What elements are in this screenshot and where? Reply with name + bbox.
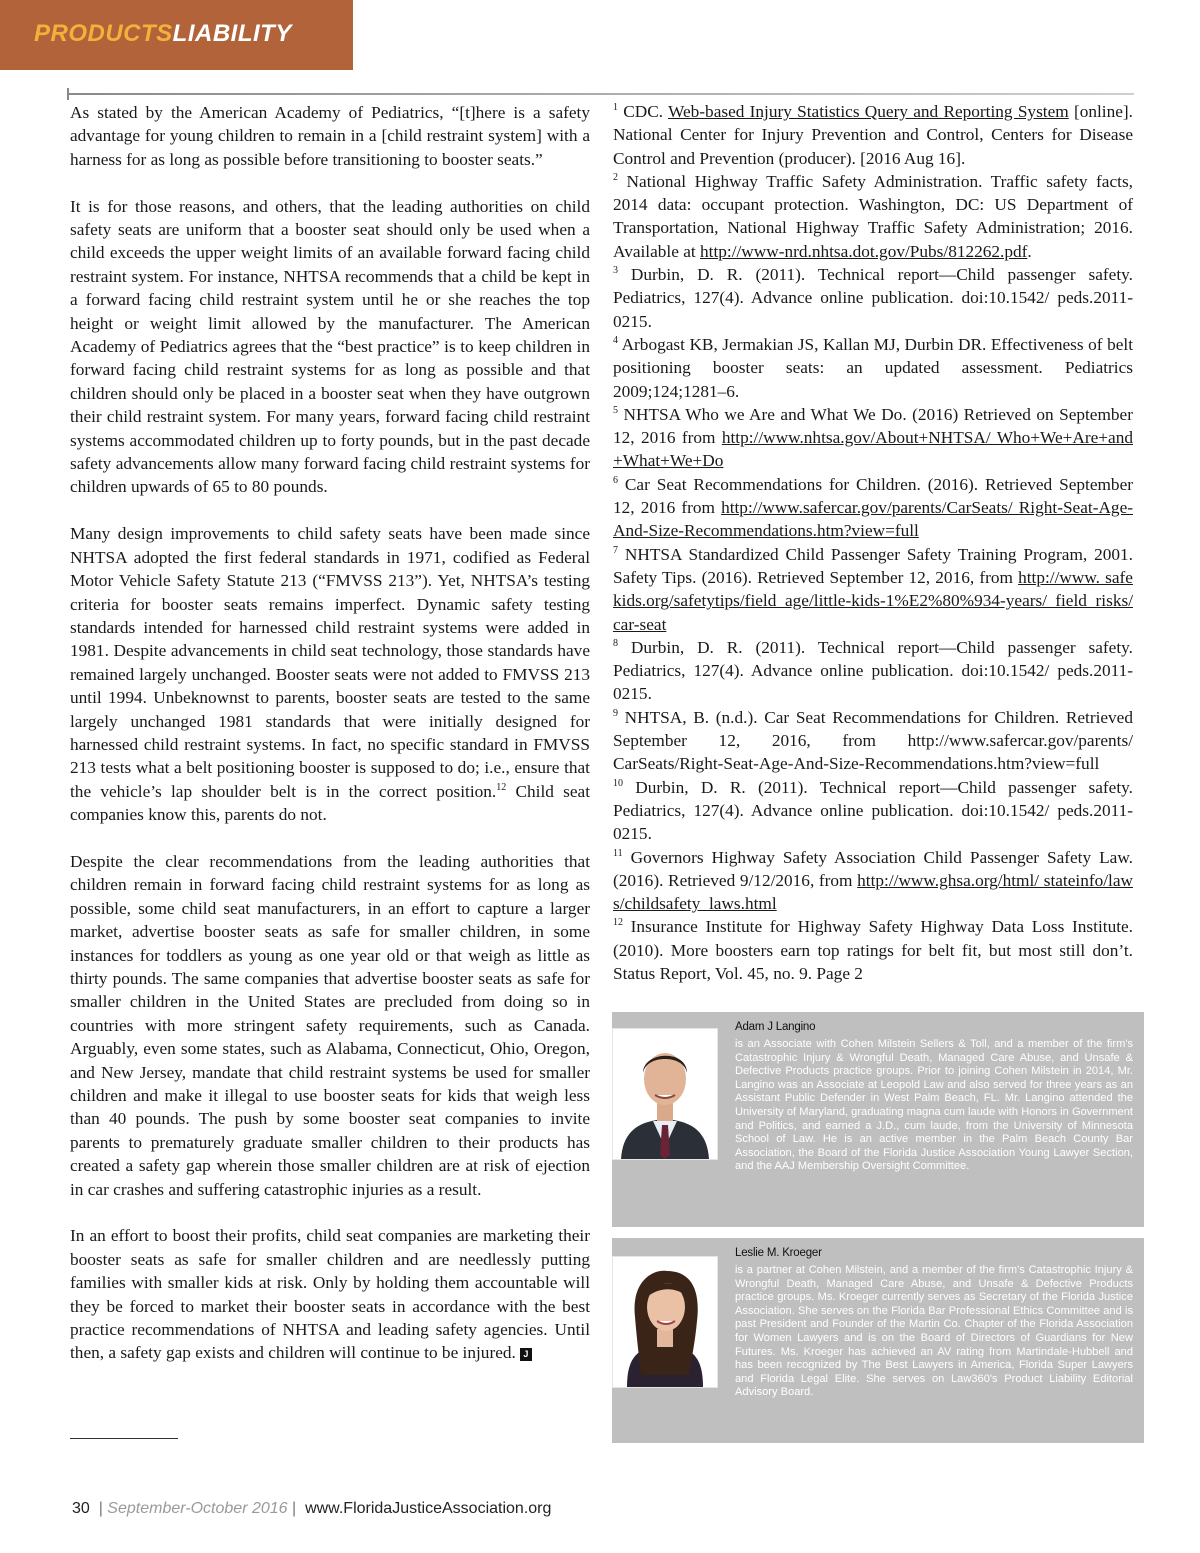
author-bio-kroeger bbox=[612, 1238, 1144, 1443]
footnote-text-end: . bbox=[1027, 241, 1032, 261]
footnote-text: Insurance Institute for Highway Safety Highway Data Loss Institute. (2010). More boosters earn top ratings for belt fit, but most still don’t. Status Report, Vol. 45, no. 9. Page 2 bbox=[613, 917, 1133, 983]
footnote-number: 5 bbox=[613, 405, 618, 417]
end-of-article-mark: J bbox=[520, 1348, 532, 1361]
footnote-number: 10 bbox=[613, 777, 623, 789]
footnote-5 bbox=[613, 403, 1133, 473]
footnote-number: 8 bbox=[613, 638, 618, 650]
footnote-text: Durbin, D. R. (2011). Technical report—Child passenger safety. Pediatrics, 127(4). Advance online publication. doi:10.1542/ peds.2011-0215. bbox=[613, 265, 1133, 331]
footnote-text: Governors Highway Safety Association Child Passenger Safety Law. (2016). Retrieved 9/12/2016, from bbox=[613, 847, 1133, 890]
footer-separator-1: | bbox=[98, 1500, 103, 1517]
footnote-text: NHTSA Standardized Child Passenger Safety Training Program, 2001. Safety Tips. (2016). Retrieved September 12, 2016, from bbox=[613, 544, 1133, 587]
footnote-1 bbox=[613, 100, 1133, 170]
article-paragraph-5-text: In an effort to boost their profits, child seat companies are marketing their booster seats as safe for smaller children and are needlessly putting families with smaller kids at risk. Only by holding them accountable will they be forced to market their booster seats in accordance with the best practice recommendations of NHTSA and leading safety agencies. Until then, a safety gap exists and children will continue to be injured. bbox=[70, 1226, 590, 1363]
footnote-11 bbox=[613, 846, 1133, 916]
footnote-7 bbox=[613, 543, 1133, 636]
article-paragraph-2: It is for those reasons, and others, that the leading authorities on child safety seats are uniform that a booster seat should only be used when a child exceeds the upper weight limits of an available forward facing child restraint system. For instance, NHTSA recommends that a child be kept in a forward facing child restraint system until he or she reaches the top height or weight limit allowed by the manufacturer. The American Academy of Pediatrics agrees that the “best practice” is to keep children in forward facing child restraint systems for as long as possible and that children should only be placed in a booster seat when they have outgrown their child restraint system. For many years, forward facing child restraint systems accommodated children up to forty pounds, but in the past decade safety advancements allow many forward facing child restraint systems for children upwards of 65 to 80 pounds. bbox=[70, 196, 590, 497]
footnote-text: National Highway Traffic Safety Administration. Traffic safety facts, 2014 data: occupant protection. Washington, DC: US Department of Transportation, National Highway Traffic Safety Administration; 2016. Available at bbox=[613, 171, 1133, 261]
footnotes-list bbox=[613, 100, 1133, 985]
author-photo-langino bbox=[612, 1028, 718, 1160]
footnote-divider bbox=[70, 1438, 178, 1439]
page-number: 30 bbox=[72, 1500, 90, 1517]
footer-separator-2: | bbox=[292, 1500, 297, 1517]
footnote-12 bbox=[613, 915, 1133, 985]
footnote-number: 4 bbox=[613, 335, 618, 347]
footnote-number: 11 bbox=[613, 847, 623, 859]
section-title-products: PRODUCTS bbox=[34, 20, 173, 47]
footnote-number: 2 bbox=[613, 172, 618, 184]
article-paragraph-1: As stated by the American Academy of Pediatrics, “[t]here is a safety advantage for young children to remain in a [child restraint system] with a harness for as long as possible before transitioning to booster seats.” bbox=[70, 103, 590, 169]
footnote-2 bbox=[613, 170, 1133, 263]
top-divider bbox=[68, 93, 1134, 95]
issue-date: September-October 2016 bbox=[107, 1500, 288, 1517]
footnote-text: Arbogast KB, Jermakian JS, Kallan MJ, Durbin DR. Effectiveness of belt positioning booster seats: an updated assessment. Pediatrics 2009;124;1281–6. bbox=[613, 334, 1133, 401]
footnote-9 bbox=[613, 706, 1133, 776]
author-bio-text-langino: is an Associate with Cohen Milstein Sellers & Toll, and a member of the firm's Catastrophic Injury & Wrongful Death, Managed Care Abuse, and Unsafe & Defective Products practice groups. Prior to joining Cohen Milstein in 2014, Mr. Langino was an Associate at Leopold Law and also served for three years as an Assistant Public Defender in West Palm Beach, FL. Mr. Langino attended the University of Maryland, graduating magna cum laude with Honors in Government and Politics, and earned a J.D., cum laude, from the University of Minnesota School of Law. He is an active member in the Palm Beach County Bar Association, the Board of the Florida Justice Association Young Lawyer Section, and the AAJ Membership Oversight Committee. bbox=[735, 1038, 1133, 1173]
footnote-link[interactable]: http://www.nhtsa.gov/About+NHTSA/ Who+We+Are+and+What+We+Do bbox=[613, 428, 1133, 471]
article-paragraph-3-text: Many design improvements to child safety seats have been made since NHTSA adopted the first federal standards in 1971, codified as Federal Motor Vehicle Safety Statute 213 (“FMVSS 213”). Yet, NHTSA’s testing criteria for booster seats remains imperfect. Dynamic safety testing standards intended for harnessed child restraint systems were added in 1981. Despite advancements in child seat technology, those standards have remained largely unchanged. Booster seats were not added to FMVSS 213 until 1994. Unbeknownst to parents, booster seats are tested to the same largely unchanged 1981 standards that were initially designed for harnessed child restraint systems. In fact, no specific standard in FMVSS 213 tests what a belt positioning booster is supposed to do; i.e., ensure that the vehicle’s lap shoulder belt is in the correct position. bbox=[70, 524, 590, 801]
author-bio-text-kroeger: is a partner at Cohen Milstein, and a member of the firm's Catastrophic Injury & Wrongful Death, Managed Care Abuse, and Unsafe & Defective Products practice groups. Ms. Kroeger currently serves as Secretary of the Florida Justice Association. She serves on the Florida Bar Professional Ethics Committee and is past President and Founder of the Martin Co. Chapter of the Florida Association for Women Lawyers and is on the Board of Directors of Guardians for New Futures. Ms. Kroeger has achieved an AV rating from Martindale-Hubbell and has been recognized by The Best Lawyers in America, Florida Super Lawyers and Florida Legal Elite. She serves on Law360's Product Liability Editorial Advisory Board. bbox=[735, 1264, 1133, 1399]
footnote-10 bbox=[613, 776, 1133, 846]
footnote-text: CDC. bbox=[618, 102, 669, 121]
footnote-6 bbox=[613, 473, 1133, 543]
footnote-link[interactable]: Web-based Injury Statistics Query and Reporting System bbox=[668, 102, 1069, 121]
section-title bbox=[34, 20, 292, 48]
footnote-number: 3 bbox=[613, 265, 618, 277]
footnote-4 bbox=[613, 333, 1133, 403]
footnote-number: 7 bbox=[613, 544, 618, 556]
footnote-text: NHTSA Who we Are and What We Do. (2016) Retrieved on September 12, 2016 from bbox=[613, 404, 1133, 448]
footnote-text: Car Seat Recommendations for Children. (2016). Retrieved September 12, 2016 from bbox=[613, 474, 1133, 518]
footnote-link[interactable]: http://www.safercar.gov/parents/CarSeats/ Right-Seat-Age-And-Size-Recommendations.htm?view=full bbox=[613, 498, 1133, 541]
footnote-text: NHTSA, B. (n.d.). Car Seat Recommendations for Children. Retrieved September 12, 2016, from http://www.safercar.gov/parents/ CarSeats/Right-Seat-Age-And-Size-Recommendations.htm?view=full bbox=[613, 707, 1133, 774]
footnote-number: 1 bbox=[613, 102, 618, 114]
article-paragraph-3-tail: Child seat companies know this, parents do not. bbox=[70, 781, 590, 825]
author-name-kroeger: Leslie M. Kroeger bbox=[735, 1247, 822, 1259]
author-photo-kroeger bbox=[612, 1256, 718, 1388]
footnote-text: Durbin, D. R. (2011). Technical report—Child passenger safety. Pediatrics, 127(4). Advance online publication. doi:10.1542/ peds.2011-0215. bbox=[613, 637, 1133, 704]
footnote-3 bbox=[613, 263, 1133, 333]
author-bio-langino bbox=[612, 1012, 1144, 1227]
footnote-link[interactable]: http://www. safekids.org/safetytips/field_age/little-kids-1%E2%80%934-years/ field_risks/car-seat bbox=[613, 567, 1133, 634]
page-footer bbox=[72, 1500, 551, 1518]
footnote-text: Durbin, D. R. (2011). Technical report—Child passenger safety. Pediatrics, 127(4). Advance online publication. doi:10.1542/ peds.2011-0215. bbox=[613, 777, 1133, 844]
section-title-liability: LIABILITY bbox=[172, 20, 292, 47]
article-paragraph-4: Despite the clear recommendations from the leading authorities that children remain in forward facing child restraint systems for as long as possible, some child seat manufacturers, in an effort to capture a larger market, advertise booster seats as safe for smaller children, in some instances for toddlers as young as one year old or that weigh as little as thirty pounds. The same companies that advertise booster seats as safe for smaller children in the United States are precluded from doing so in countries with more stringent safety requirements, such as Canada. Arguably, even some states, such as Alabama, Connecticut, Ohio, Oregon, and New Jersey, mandate that child restraint systems be used for smaller children and make it illegal to use booster seats for kids that weigh less than 40 pounds. The push by some booster seat companies to invite parents to prematurely graduate smaller children to their products has created a safety gap wherein those smaller children are at risk of ejection in car crashes and suffering catastrophic injuries as a result. bbox=[70, 851, 590, 1199]
footnote-ref-12: 12 bbox=[496, 781, 507, 793]
article-paragraph-5 bbox=[70, 1224, 590, 1364]
article-body bbox=[70, 101, 590, 1388]
footnote-number: 9 bbox=[613, 707, 618, 719]
footnote-8 bbox=[613, 636, 1133, 706]
author-name-langino: Adam J Langino bbox=[735, 1021, 816, 1033]
author-portrait-kroeger bbox=[613, 1257, 717, 1387]
footnote-link[interactable]: http://www-nrd.nhtsa.dot.gov/Pubs/812262.pdf bbox=[700, 241, 1028, 261]
author-portrait-langino bbox=[613, 1029, 717, 1159]
footnote-number: 12 bbox=[613, 917, 623, 929]
section-header-tab bbox=[0, 0, 353, 70]
footnote-link[interactable]: http://www.ghsa.org/html/ stateinfo/laws/childsafety_laws.html bbox=[613, 870, 1133, 914]
footnote-text-end: [online]. National Center for Injury Prevention and Control, Centers for Disease Control and Prevention (producer). [2016 Aug 16]. bbox=[613, 102, 1133, 168]
article-paragraph-3 bbox=[70, 522, 590, 826]
footnote-number: 6 bbox=[613, 474, 618, 486]
website-link[interactable]: www.FloridaJusticeAssociation.org bbox=[305, 1500, 552, 1517]
